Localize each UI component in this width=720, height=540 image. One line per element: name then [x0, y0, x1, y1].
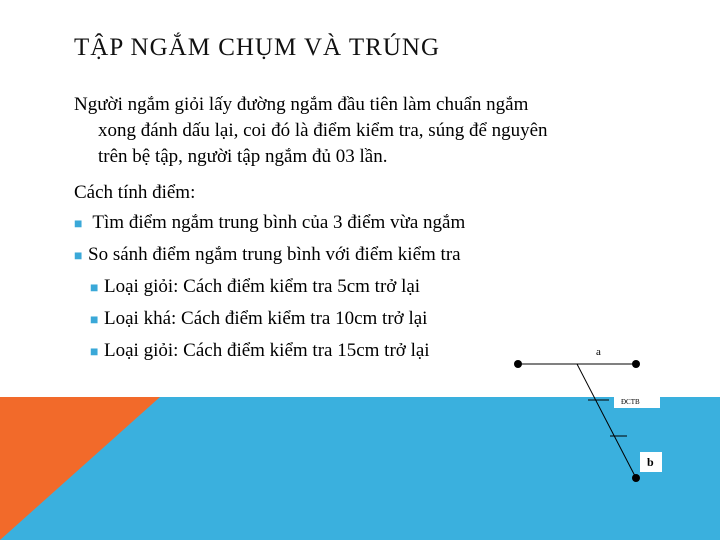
right-dot: [632, 360, 640, 368]
list-item: ■ Tìm điểm ngắm trung bình của 3 điểm vừa ngắm: [74, 208, 694, 240]
sub-list-item: ■ Loại giỏi: Cách điểm kiểm tra 15cm trở lại: [74, 336, 694, 368]
slide-title: TẬP NGẮM CHỤM VÀ TRÚNG: [74, 34, 441, 61]
square-bullet-icon: ■: [74, 217, 83, 232]
intro-line-2: xong đánh dấu lại, coi đó là điểm kiểm tra, súng để nguyên: [98, 120, 548, 141]
label-a: a: [596, 346, 601, 358]
square-bullet-icon: ■: [90, 313, 99, 328]
list-item: ■ So sánh điểm ngắm trung bình với điểm kiểm tra: [74, 240, 694, 272]
intro-line-3: trên bệ tập, người tập ngắm đủ 03 lần.: [98, 146, 388, 167]
bottom-dot: [632, 474, 640, 482]
scoring-heading: Cách tính điểm:: [74, 182, 196, 203]
sub-list-item: ■ Loại khá: Cách điểm kiểm tra 10cm trở lại: [74, 304, 694, 336]
intro-line-1: Người ngắm giỏi lấy đường ngắm đầu tiên làm chuẩn ngắm: [74, 94, 529, 115]
diagonal-line: [577, 364, 636, 478]
left-dot: [514, 360, 522, 368]
square-bullet-icon: ■: [90, 281, 99, 296]
square-bullet-icon: ■: [90, 345, 99, 360]
label-dctb: ĐCTB: [621, 398, 640, 406]
square-bullet-icon: ■: [74, 249, 83, 264]
sub-list-item: ■ Loại giỏi: Cách điểm kiểm tra 5cm trở lại: [74, 272, 694, 304]
label-b: b: [647, 455, 654, 469]
